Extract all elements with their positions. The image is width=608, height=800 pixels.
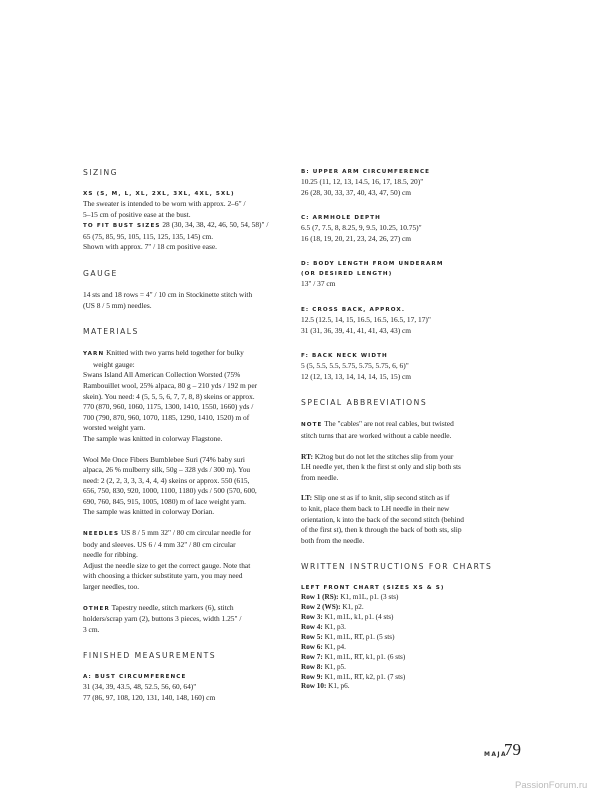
armhole-section (301, 213, 519, 244)
chart-rows (301, 593, 519, 692)
body-length-label: D: BODY LENGTH FROM UNDERARM (301, 261, 444, 268)
lt-text: LT: Slip one st as if to knit, slip second stitch as if to knit, place them back to LH needle in their new orientation, k into the back of the second stitch (behind of the first st), then k through the back of both sts, slip both from the needle. (301, 493, 464, 545)
left-column (83, 167, 293, 719)
body-length-sublabel: (OR DESIRED LENGTH) (301, 271, 393, 278)
page-number: 79 (504, 740, 521, 759)
cross-back-text: 12.5 (12.5, 14, 15, 16.5, 16.5, 16.5, 17, 17)" 31 (31, 36, 39, 41, 41, 41, 43, 43) cm (301, 314, 431, 335)
sizes-label: XS (S, M, L, XL, 2XL, 3XL, 4XL, 5XL) (83, 191, 235, 197)
footer-label: MAJA (484, 751, 508, 758)
finished-section (83, 650, 293, 703)
bust-label: TO FIT BUST SIZES (83, 223, 161, 230)
back-neck-label: F: BACK NECK WIDTH (301, 353, 388, 360)
cross-back-label: E: CROSS BACK, APPROX. (301, 306, 406, 313)
armhole-label: C: ARMHOLE DEPTH (301, 215, 381, 222)
gauge-text: 14 sts and 18 rows = 4" / 10 cm in Stockinette stitch with (US 8 / 5 mm) needles. (83, 289, 253, 310)
bust-circumference-text: 31 (34, 39, 43.5, 48, 52.5, 56, 60, 64)" 77 (86, 97, 108, 120, 131, 140, 148, 160) cm (83, 682, 216, 702)
bust-circumference-label: A: BUST CIRCUMFERENCE (83, 674, 187, 681)
lt-label: LT: (301, 493, 313, 503)
left-front-chart-label: LEFT FRONT CHART (SIZES XS & S) (301, 585, 445, 592)
upper-arm-label: B: UPPER ARM CIRCUMFERENCE (301, 169, 431, 175)
other-label: OTHER (83, 605, 110, 612)
materials-section (83, 326, 293, 635)
needles-label: NEEDLES (83, 531, 120, 538)
needles-text: NEEDLES US 8 / 5 mm 32" / 80 cm circular needle for body and sleeves. US 6 / 4 mm 32" / 80 cm circular needle for ribbing. Adjust the needle size to get the correct gauge. Note that with choosing a thicker substitute yarn, you may need larger needles, too. (83, 528, 252, 592)
written-instructions-section (301, 561, 519, 692)
sizing-text: The sweater is intended to be worn with approx. 2–6" / 5–15 cm of positive ease at the bust. TO FIT BUST SIZES 28 (30, 34, 38, 42, 46, 50, 54, 58)" / 65 (75, 85, 95, 105, 115, 125, 135, 145) cm. Shown with approx. 7" / 18 cm positive ease. (83, 199, 269, 252)
chart-row: Row 7: K1, m1L, RT, k1, p1. (6 sts) (301, 652, 406, 661)
watermark: PassionForum.ru (515, 780, 588, 791)
chart-row: Row 4: K1, p3. (301, 623, 346, 631)
cross-back-section (301, 305, 519, 336)
yarn-label: YARN (83, 351, 105, 358)
sizing-title: SIZING (83, 168, 119, 177)
note-text: NOTE The "cables" are not real cables, but twisted stitch turns that are worked without a cable needle. (301, 419, 454, 440)
special-abbreviations-section (301, 397, 519, 546)
written-instructions-title: WRITTEN INSTRUCTIONS FOR CHARTS (301, 562, 493, 572)
materials-title: MATERIALS (83, 327, 139, 337)
chart-row: Row 3: K1, m1L, k1, p1. (4 sts) (301, 613, 394, 622)
right-column (301, 167, 519, 692)
other-text: OTHER Tapestry needle, stitch markers (6), stitch holders/scrap yarn (2), buttons 3 pieces, width 1.25" / 3 cm. (83, 602, 242, 634)
chart-row: Row 6: K1, p4. (301, 642, 346, 651)
body-length-text: 13" / 37 cm (301, 279, 336, 289)
back-neck-text: 5 (5, 5.5, 5.5, 5.75, 5.75, 5.75, 6, 6)" 12 (12, 13, 13, 14, 14, 14, 15, 15) cm (301, 361, 412, 381)
chart-row: Row 5: K1, m1L, RT, p1. (5 sts) (301, 632, 395, 641)
chart-row: Row 1 (RS): K1, m1L, p1. (3 sts) (301, 593, 399, 602)
back-neck-section (301, 351, 519, 382)
rt-label: RT: (301, 451, 313, 461)
chart-row: Row 9: K1, m1L, RT, k2, p1. (7 sts) (301, 672, 406, 681)
rt-text: RT: K2tog but do not let the stitches slip from your LH needle yet, then k the first st only and slip both sts from needle. (301, 451, 461, 482)
special-abbreviations-title: SPECIAL ABBREVIATIONS (301, 398, 428, 408)
gauge-section (83, 268, 293, 311)
body-length-section (301, 259, 519, 290)
finished-title: FINISHED MEASUREMENTS (83, 651, 217, 661)
gauge-title: GAUGE (83, 268, 118, 278)
sizing-section (83, 167, 293, 253)
chart-row: Row 10: K1, p6. (301, 682, 350, 691)
upper-arm-text: 10.25 (11, 12, 13, 14.5, 16, 17, 18.5, 20)" 26 (28, 30, 33, 37, 40, 43, 47, 50) cm (301, 177, 424, 197)
upper-arm-section (301, 167, 519, 198)
chart-row: Row 2 (WS): K1, p2. (301, 603, 364, 612)
yarn-text: YARN Knitted with two yarns held together for bulky weight gauge: Swans Island All American Collection Worsted (75% Rambouillet wool, 25% alpaca, 80 g – 210 yds / 192 m per skein). You need: 4 (5, 5, 5, 6, 7, 7, 8, 8) skeins or approx. 770 (870, 960, 1060, 1175, 1300, 1410, 1550, 1660) yds / 700 (790, 870, 960, 1070, 1185, 1290, 1410, 1520) m of worsted weight yarn. The sample was knitted in colorway Flagstone. (83, 348, 258, 443)
armhole-text: 6.5 (7, 7.5, 8, 8.25, 9, 9.5, 10.25, 10.75)" 16 (18, 19, 20, 21, 23, 24, 26, 27) cm (301, 223, 422, 243)
wool-text: Wool Me Once Fibers Bumblebee Suri (74% baby suri alpaca, 26 % mulberry silk, 50g – 328 yds / 300 m). You need: 2 (2, 2, 3, 3, 3, 4, 4, 4) skeins or approx. 550 (615, 656, 750, 830, 920, 1000, 1100, 1180) yds / 500 (570, 600, 690, 760, 845, 915, 1005, 1080) m of lace weight yarn. The sample was knitted in colorway Dorian. (83, 454, 257, 517)
note-label: NOTE (301, 422, 323, 429)
chart-row: Row 8: K1, p5. (301, 662, 346, 671)
